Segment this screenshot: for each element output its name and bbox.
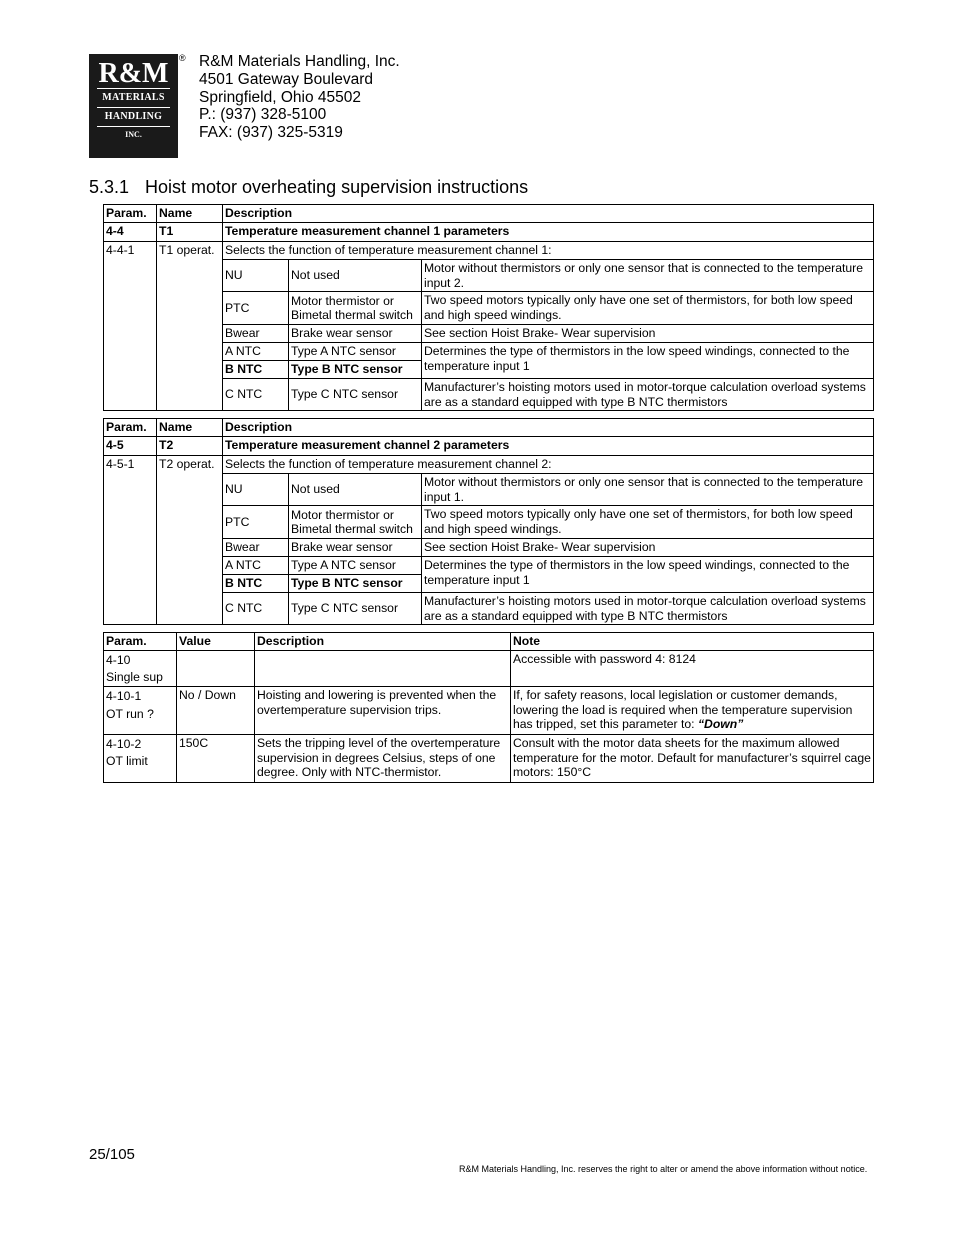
- ntc-note-1: Determines the type of thermistors in the low speed windings, connected to the temperature input 1: [422, 557, 874, 593]
- option-code: C NTC: [223, 379, 289, 411]
- company-city: Springfield, Ohio 45502: [199, 88, 362, 106]
- option-label: Not used: [289, 260, 422, 292]
- group-name: T1: [157, 223, 223, 242]
- group-description: Temperature measurement channel 1 parameters: [223, 223, 874, 242]
- header-note: Note: [511, 633, 874, 651]
- option-label: Type A NTC sensor: [289, 557, 422, 575]
- row-description: Hoisting and lowering is prevented when the overtemperature supervision trips.: [255, 687, 511, 735]
- header-name: Name: [157, 205, 223, 223]
- option-note: See section Hoist Brake- Wear supervision: [422, 325, 874, 343]
- option-code: PTC: [223, 292, 289, 325]
- option-code: NU: [223, 260, 289, 292]
- option-note: Motor without thermistors or only one sensor that is connected to the temperature input 2.: [422, 260, 874, 292]
- option-label: Motor thermistor or Bimetal thermal switch: [289, 506, 422, 539]
- header-description: Description: [255, 633, 511, 651]
- option-label: Brake wear sensor: [289, 325, 422, 343]
- group-param: 4-4: [104, 223, 157, 242]
- table-row: [104, 687, 874, 735]
- table-header-row: [104, 633, 874, 651]
- logo-line1: MATERIALS: [102, 92, 165, 103]
- section-number: 5.3.1: [89, 177, 130, 197]
- table-row: [104, 437, 874, 456]
- logo-main-text: R&M: [98, 58, 169, 89]
- company-name: R&M Materials Handling, Inc.: [199, 53, 400, 70]
- option-label: Type B NTC sensor: [289, 575, 422, 593]
- parameter-table-t1: [103, 204, 874, 411]
- table-header-row: [104, 205, 874, 223]
- ntc-note-2: Manufacturer’s hoisting motors used in motor-torque calculation overload systems are as a standard equipped with type B NTC thermistors: [422, 379, 874, 411]
- param-code: 4-10: [106, 653, 131, 667]
- company-street: 4501 Gateway Boulevard: [199, 70, 374, 88]
- row-value: No / Down: [177, 687, 255, 735]
- table-row: [104, 456, 874, 474]
- param-code: 4-10-1: [106, 689, 142, 703]
- header-param: Param.: [104, 419, 157, 437]
- param-name: OT run ?: [106, 706, 154, 721]
- option-code: A NTC: [223, 557, 289, 575]
- row-value: [177, 651, 255, 687]
- header-description: Description: [223, 419, 874, 437]
- option-code: A NTC: [223, 343, 289, 361]
- footer-notice: R&M Materials Handling, Inc. reserves the right to alter or amend the above information without notice.: [459, 1164, 868, 1174]
- sub-param: 4-5-1: [104, 456, 157, 625]
- company-address: [199, 53, 400, 142]
- header-param: Param.: [104, 205, 157, 223]
- table-row: [104, 735, 874, 783]
- note-text: If, for safety reasons, local legislation or customer demands, lowering the load is required when the temperature supervision has tripped, set this parameter to:: [513, 688, 853, 731]
- option-label: Not used: [289, 474, 422, 506]
- table-row: [104, 651, 874, 687]
- option-note: Two speed motors typically only have one set of thermistors, for both low speed and high speed windings.: [422, 506, 874, 539]
- logo-line3: INC.: [125, 130, 142, 139]
- option-code: Bwear: [223, 325, 289, 343]
- option-code: C NTC: [223, 593, 289, 625]
- group-param: 4-5: [104, 437, 157, 456]
- sub-description: Selects the function of temperature measurement channel 1:: [223, 242, 874, 260]
- row-description: [255, 651, 511, 687]
- parameter-table-single-sup: [103, 632, 874, 783]
- sub-name: T1 operat.: [157, 242, 223, 411]
- option-code: PTC: [223, 506, 289, 539]
- header-description: Description: [223, 205, 874, 223]
- table-row: [104, 242, 874, 260]
- ntc-note-2: Manufacturer’s hoisting motors used in motor-torque calculation overload systems are as a standard equipped with type B NTC thermistors: [422, 593, 874, 625]
- option-label: Motor thermistor or Bimetal thermal switch: [289, 292, 422, 325]
- option-note: Two speed motors typically only have one set of thermistors, for both low speed and high speed windings.: [422, 292, 874, 325]
- option-label: Type C NTC sensor: [289, 593, 422, 625]
- option-label: Type B NTC sensor: [289, 361, 422, 379]
- option-label: Type A NTC sensor: [289, 343, 422, 361]
- option-note: Motor without thermistors or only one sensor that is connected to the temperature input 1.: [422, 474, 874, 506]
- registered-mark: ®: [179, 53, 186, 63]
- row-param: [104, 687, 177, 735]
- ntc-note-1: Determines the type of thermistors in the low speed windings, connected to the temperature input 1: [422, 343, 874, 379]
- header-name: Name: [157, 419, 223, 437]
- header-param: Param.: [104, 633, 177, 651]
- header-value: Value: [177, 633, 255, 651]
- company-logo: [89, 54, 178, 158]
- sub-name: T2 operat.: [157, 456, 223, 625]
- section-title: Hoist motor overheating supervision instructions: [145, 177, 529, 197]
- option-label: Brake wear sensor: [289, 539, 422, 557]
- group-description: Temperature measurement channel 2 parameters: [223, 437, 874, 456]
- param-name: Single sup: [106, 669, 163, 684]
- row-description: Sets the tripping level of the overtemperature supervision in degrees Celsius, steps of one degree. Only with NTC-thermistor.: [255, 735, 511, 783]
- page-number: 25/105: [89, 1146, 135, 1163]
- option-code: B NTC: [223, 361, 289, 379]
- parameter-table-t2: [103, 418, 874, 625]
- section-heading: [89, 177, 528, 198]
- option-note: See section Hoist Brake- Wear supervision: [422, 539, 874, 557]
- row-param: [104, 651, 177, 687]
- sub-description: Selects the function of temperature measurement channel 2:: [223, 456, 874, 474]
- row-note: [511, 687, 874, 735]
- option-code: NU: [223, 474, 289, 506]
- table-header-row: [104, 419, 874, 437]
- option-label: Type C NTC sensor: [289, 379, 422, 411]
- row-note: Consult with the motor data sheets for the maximum allowed temperature for the motor. Default for manufacturer’s squirrel cage motors: 150°C: [511, 735, 874, 783]
- option-code: Bwear: [223, 539, 289, 557]
- row-param: [104, 735, 177, 783]
- row-value: 150C: [177, 735, 255, 783]
- note-emphasis: “Down”: [697, 717, 744, 731]
- group-name: T2: [157, 437, 223, 456]
- param-code: 4-10-2: [106, 737, 142, 751]
- option-code: B NTC: [223, 575, 289, 593]
- sub-param: 4-4-1: [104, 242, 157, 411]
- company-fax: FAX: (937) 325-5319: [199, 124, 343, 142]
- logo-line2: HANDLING: [104, 111, 163, 122]
- table-row: [104, 223, 874, 242]
- row-note: Accessible with password 4: 8124: [511, 651, 874, 687]
- param-name: OT limit: [106, 754, 148, 768]
- company-phone: P.: (937) 328-5100: [199, 106, 327, 124]
